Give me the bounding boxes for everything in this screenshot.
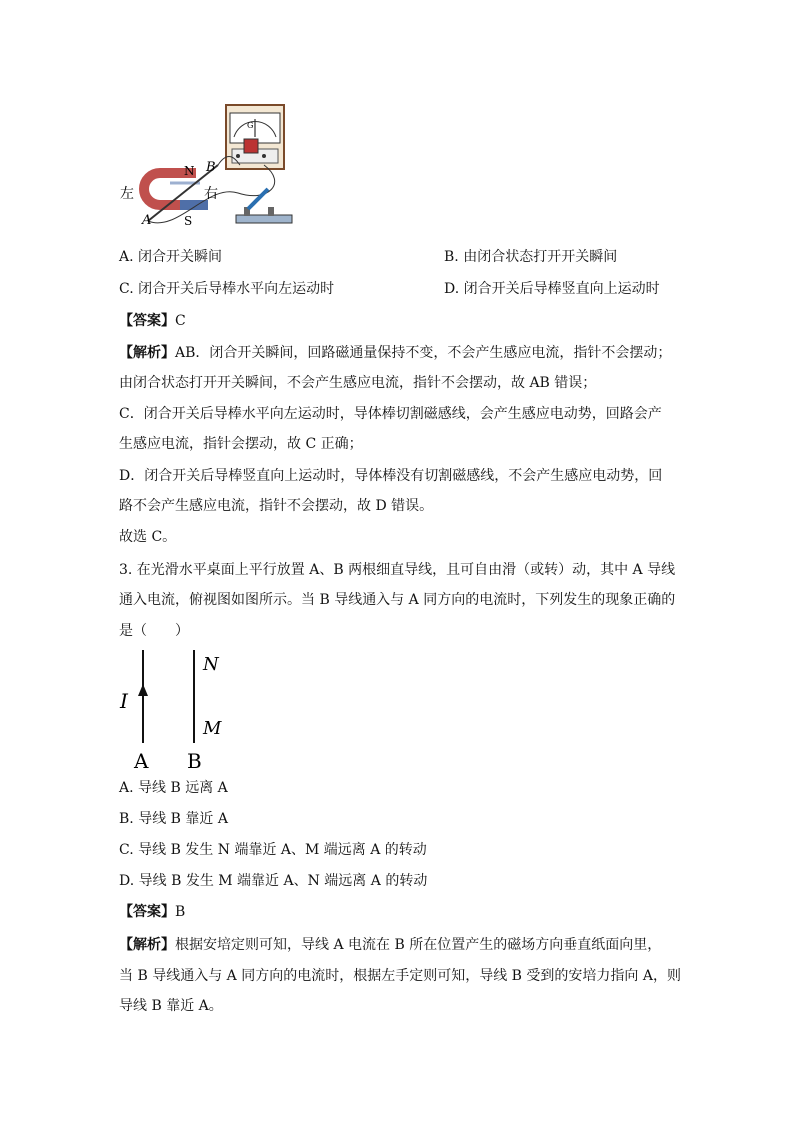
wire-b-label: B: [187, 749, 202, 773]
option-b: B. 由闭合状态打开开关瞬间: [444, 249, 618, 265]
answer-line: [119, 311, 186, 331]
answer-tag: 【答案】: [119, 904, 175, 920]
switch-icon: [236, 189, 292, 223]
analysis-line: 由闭合状态打开开关瞬间，不会产生感应电流，指针不会摆动，故 AB 错误；: [119, 375, 597, 391]
option-a: A. 闭合开关瞬间: [119, 249, 223, 265]
end-m-label: M: [203, 718, 222, 739]
question-stem: 是（ ）: [119, 623, 189, 639]
current-arrow-icon: [138, 684, 148, 696]
label-n-pole: N: [184, 164, 195, 178]
analysis-line: 生感应电流，指针会摆动，故 C 正确；: [119, 436, 363, 452]
analysis-line: 导线 B 靠近 A。: [119, 998, 223, 1014]
option-a: A. 导线 B 远离 A: [119, 780, 228, 796]
parallel-wires-figure: [118, 648, 238, 773]
answer-line: [119, 902, 185, 922]
end-n-label: N: [203, 654, 219, 675]
analysis-line: [119, 343, 671, 363]
analysis-line: [119, 935, 661, 955]
label-b: B: [206, 160, 216, 175]
analysis-line: 当 B 导线通入与 A 同方向的电流时，根据左手定则可知，导线 B 受到的安培力指向 A，则: [119, 968, 681, 984]
answer-tag: 【答案】: [119, 313, 175, 329]
question-stem: 3. 在光滑水平桌面上平行放置 A、B 两根细直导线，且可自由滑（或转）动，其中 A 导线: [119, 562, 676, 578]
option-d: D. 导线 B 发生 M 端靠近 A、N 端远离 A 的转动: [119, 873, 428, 889]
current-label: I: [120, 689, 128, 713]
analysis-tag: 【解析】: [119, 937, 175, 953]
analysis-tag: 【解析】: [119, 345, 175, 361]
question-stem: 通入电流，俯视图如图所示。当 B 导线通入与 A 同方向的电流时，下列发生的现象正确的: [119, 592, 676, 608]
induction-apparatus-figure: [118, 103, 293, 235]
conclusion-line: 故选 C。: [119, 529, 177, 545]
analysis-text: AB．闭合开关瞬间，回路磁通量保持不变，不会产生感应电流，指针不会摆动；: [175, 345, 672, 361]
option-c: C. 闭合开关后导棒水平向左运动时: [119, 281, 335, 297]
analysis-line: C．闭合开关后导棒水平向左运动时，导体棒切割磁感线，会产生感应电动势，回路会产: [119, 406, 662, 422]
answer-value: B: [175, 904, 186, 920]
analysis-line: D．闭合开关后导棒竖直向上运动时，导体棒没有切割磁感线，不会产生感应电动势，回: [119, 468, 663, 484]
answer-value: C: [175, 313, 186, 329]
label-left: 左: [120, 186, 134, 202]
option-c: C. 导线 B 发生 N 端靠近 A、M 端远离 A 的转动: [119, 842, 427, 858]
horseshoe-magnet-icon: [144, 173, 208, 205]
wire-a-label: A: [134, 749, 149, 773]
analysis-line: 路不会产生感应电流，指针不会摆动，故 D 错误。: [119, 498, 434, 514]
option-d: D. 闭合开关后导棒竖直向上运动时: [444, 281, 660, 297]
label-s-pole: S: [184, 214, 193, 228]
meter-label: G: [247, 121, 254, 130]
analysis-text: 根据安培定则可知，导线 A 电流在 B 所在位置产生的磁场方向垂直纸面向里，: [175, 937, 662, 953]
option-b: B. 导线 B 靠近 A: [119, 811, 228, 827]
label-right: 右: [204, 186, 218, 202]
label-a: A: [142, 213, 152, 228]
